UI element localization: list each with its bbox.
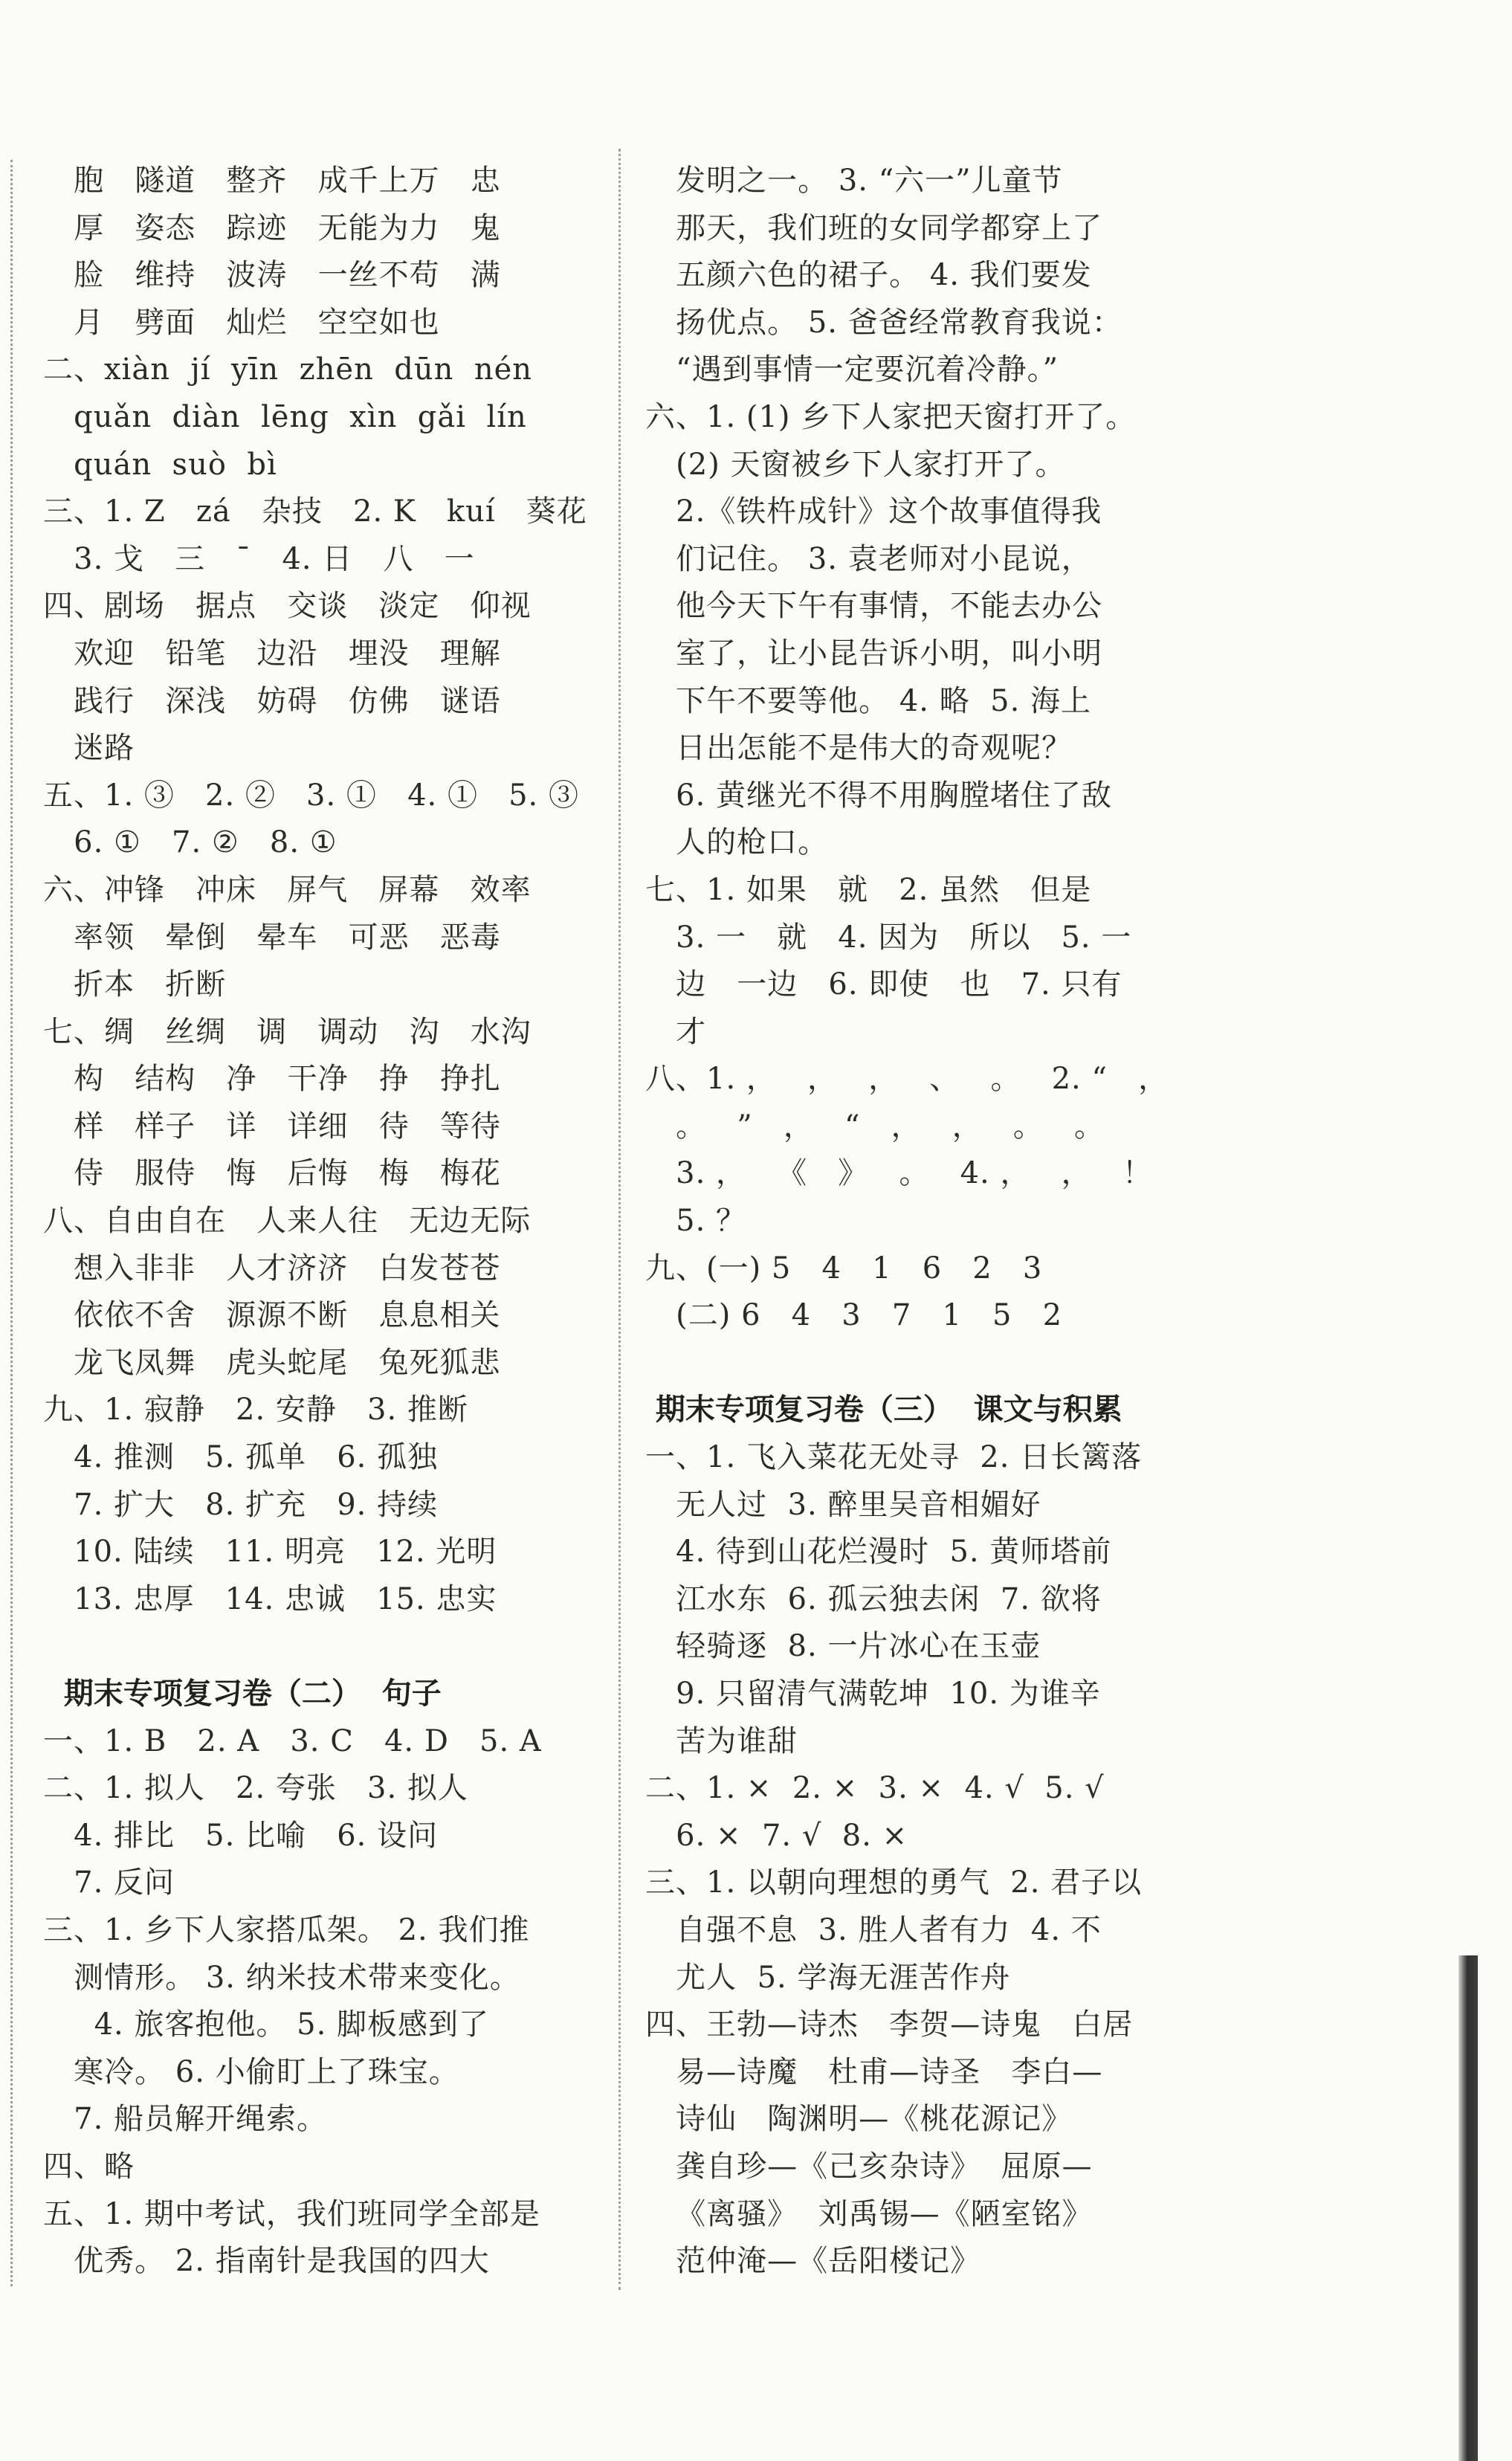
answer-line: 13. 忠厚 14. 忠诚 15. 忠实 bbox=[43, 1581, 497, 1616]
answer-line: 构 结构 净 干净 挣 挣扎 bbox=[43, 1062, 501, 1097]
answer-line: 八、1. ， ， ， 、 。 2. “ ， bbox=[645, 1062, 1169, 1097]
answer-line: “遇到事情一定要沉着冷静。” bbox=[645, 352, 1059, 387]
answer-line: 那天，我们班的女同学都穿上了 bbox=[645, 210, 1103, 245]
answer-line: 九、(一) 5 4 1 6 2 3 bbox=[645, 1251, 1043, 1286]
answer-line: 下午不要等他。 4. 略 5. 海上 bbox=[645, 683, 1092, 718]
answer-line: 室了，让小昆告诉小明，叫小明 bbox=[645, 636, 1103, 671]
section-title: 期末专项复习卷（二） 句子 bbox=[43, 1677, 442, 1711]
answer-line: 八、自由自在 人来人往 无边无际 bbox=[43, 1204, 532, 1239]
answer-line: 一、1. 飞入菜花无处寻 2. 日长篱落 bbox=[645, 1440, 1143, 1475]
answer-line: 尤人 5. 学海无涯苦作舟 bbox=[645, 1960, 1011, 1995]
answer-line: 4. 推测 5. 孤单 6. 孤独 bbox=[43, 1440, 439, 1475]
scan-edge-shadow bbox=[1458, 1955, 1478, 2461]
answer-line: 一、1. B 2. A 3. C 4. D 5. A bbox=[43, 1723, 542, 1758]
section-gap bbox=[645, 1340, 1448, 1387]
answer-line: 10. 陆续 11. 明亮 12. 光明 bbox=[43, 1535, 497, 1570]
answer-line: 龙飞凤舞 虎头蛇尾 兔死狐悲 bbox=[43, 1345, 501, 1380]
answer-line: 迷路 bbox=[43, 731, 135, 766]
answer-line: 边 一边 6. 即使 也 7. 只有 bbox=[645, 967, 1122, 1002]
answer-line: 五颜六色的裙子。 4. 我们要发 bbox=[645, 258, 1092, 293]
answer-line: 4. 旅客抱他。 5. 脚板感到了 bbox=[43, 2007, 490, 2042]
answer-line: 苦为谁甜 bbox=[645, 1723, 798, 1758]
answer-line: quán suò bì bbox=[43, 447, 277, 482]
answer-line: 易—诗魔 杜甫—诗圣 李白— bbox=[645, 2054, 1103, 2089]
answer-line: 率领 晕倒 晕车 可恶 恶毒 bbox=[43, 920, 501, 955]
answer-line: 六、1. (1) 乡下人家把天窗打开了。 bbox=[645, 399, 1137, 434]
answer-line: 样 样子 详 详细 待 等待 bbox=[43, 1109, 501, 1144]
answer-line: 才 bbox=[645, 1014, 707, 1049]
answer-line: 7. 船员解开绳索。 bbox=[43, 2102, 328, 2137]
answer-line: 厚 姿态 踪迹 无能为力 鬼 bbox=[43, 210, 501, 245]
answer-line: 自强不息 3. 胜人者有力 4. 不 bbox=[645, 1912, 1102, 1947]
answer-line: 欢迎 铅笔 边沿 埋没 理解 bbox=[43, 636, 501, 671]
answer-line: 轻骑逐 8. 一片冰心在玉壶 bbox=[645, 1629, 1041, 1664]
answer-line: 4. 排比 5. 比喻 6. 设问 bbox=[43, 1818, 439, 1853]
answer-line: 二、xiàn jí yīn zhēn dūn nén bbox=[43, 352, 533, 387]
answer-line: 2.《铁杵成针》这个故事值得我 bbox=[645, 494, 1102, 529]
answer-line: 范仲淹—《岳阳楼记》 bbox=[645, 2244, 981, 2279]
answer-line: 《离骚》 刘禹锡—《陋室铭》 bbox=[645, 2196, 1093, 2231]
left-binding-dotted-line bbox=[10, 160, 13, 2286]
answer-line: 四、剧场 据点 交谈 淡定 仰视 bbox=[43, 589, 532, 624]
answer-line: 五、1. ③ 2. ② 3. ① 4. ① 5. ③ bbox=[43, 778, 579, 813]
answer-line: 三、1. Z zá 杂技 2. K kuí 葵花 bbox=[43, 494, 587, 529]
section-title: 期末专项复习卷（三） 课文与积累 bbox=[645, 1393, 1122, 1428]
answer-line: 7. 反问 bbox=[43, 1865, 175, 1900]
answer-line: 日出怎能不是伟大的奇观呢？ bbox=[645, 731, 1073, 766]
answer-line: 6. ① 7. ② 8. ① bbox=[43, 825, 337, 860]
answer-line: 五、1. 期中考试，我们班同学全部是 bbox=[43, 2196, 540, 2231]
answer-line: 人的枪口。 bbox=[645, 825, 829, 860]
answer-line: 践行 深浅 妨碍 仿佛 谜语 bbox=[43, 683, 501, 718]
answer-line: 折本 折断 bbox=[43, 967, 227, 1002]
answer-line: 江水东 6. 孤云独去闲 7. 欲将 bbox=[645, 1581, 1102, 1616]
answer-line: 龚自珍—《己亥杂诗》 屈原— bbox=[645, 2149, 1093, 2184]
answer-line: 优秀。 2. 指南针是我国的四大 bbox=[43, 2244, 490, 2279]
answer-line: 四、略 bbox=[43, 2149, 135, 2184]
answer-line: 3. 戈 三 ˉ 4. 日 八 一 bbox=[43, 541, 475, 576]
answer-line: 六、冲锋 冲床 屏气 屏幕 效率 bbox=[43, 872, 532, 907]
answer-line: 。 ” ， “ ， ， 。 。 bbox=[645, 1109, 1105, 1144]
answer-line: 四、王勃—诗杰 李贺—诗鬼 白居 bbox=[645, 2007, 1134, 2042]
answer-line: 7. 扩大 8. 扩充 9. 持续 bbox=[43, 1487, 439, 1522]
answer-line: 二、1. 拟人 2. 夸张 3. 拟人 bbox=[43, 1771, 468, 1806]
right-column bbox=[645, 158, 1448, 2286]
answer-line: (2) 天窗被乡下人家打开了。 bbox=[645, 447, 1066, 482]
answer-line: 3. 一 就 4. 因为 所以 5. 一 bbox=[645, 920, 1132, 955]
answer-line: 无人过 3. 醉里吴音相媚好 bbox=[645, 1487, 1041, 1522]
answer-line: 9. 只留清气满乾坤 10. 为谁辛 bbox=[645, 1677, 1101, 1711]
answer-line: (二) 6 4 3 7 1 5 2 bbox=[645, 1298, 1063, 1333]
answer-line: 扬优点。 5. 爸爸经常教育我说： bbox=[645, 305, 1122, 340]
section-gap bbox=[43, 1623, 608, 1671]
answer-line: 他今天下午有事情，不能去办公 bbox=[645, 589, 1103, 624]
answer-line: 5. ？ bbox=[645, 1204, 747, 1239]
answer-line: 侍 服侍 悔 后悔 梅 梅花 bbox=[43, 1156, 501, 1191]
answer-line: 月 劈面 灿烂 空空如也 bbox=[43, 305, 440, 340]
answer-line: 们记住。 3. 袁老师对小昆说， bbox=[645, 541, 1092, 576]
answer-line: 发明之一。 3. “六一”儿童节 bbox=[645, 164, 1063, 198]
answer-line: 寒冷。 6. 小偷盯上了珠宝。 bbox=[43, 2054, 459, 2089]
answer-line: 胞 隧道 整齐 成千上万 忠 bbox=[43, 164, 501, 198]
answer-line: 依依不舍 源源不断 息息相关 bbox=[43, 1298, 501, 1333]
answer-line: 三、1. 以朝向理想的勇气 2. 君子以 bbox=[645, 1865, 1143, 1900]
answer-line: 4. 待到山花烂漫时 5. 黄师塔前 bbox=[645, 1535, 1112, 1570]
answer-line: 二、1. × 2. × 3. × 4. √ 5. √ bbox=[645, 1771, 1105, 1806]
answer-line: 脸 维持 波涛 一丝不苟 满 bbox=[43, 258, 501, 293]
answer-line: 七、1. 如果 就 2. 虽然 但是 bbox=[645, 872, 1092, 907]
answer-line: quǎn diàn lēng xìn gǎi lín bbox=[43, 399, 527, 434]
answer-line: 三、1. 乡下人家搭瓜架。 2. 我们推 bbox=[43, 1912, 530, 1947]
answer-line: 6. 黄继光不得不用胸膛堵住了敌 bbox=[645, 778, 1113, 813]
answer-line: 6. × 7. √ 8. × bbox=[645, 1818, 908, 1853]
answer-line: 七、绸 丝绸 调 调动 沟 水沟 bbox=[43, 1014, 532, 1049]
answer-line: 九、1. 寂静 2. 安静 3. 推断 bbox=[43, 1393, 468, 1428]
answer-line: 想入非非 人才济济 白发苍苍 bbox=[43, 1251, 501, 1286]
answer-line: 测情形。 3. 纳米技术带来变化。 bbox=[43, 1960, 520, 1995]
left-column bbox=[43, 158, 608, 2286]
column-divider-dotted-line bbox=[618, 149, 621, 2290]
answer-line: 3. ， 《 》 。 4. ， ， ！ bbox=[645, 1156, 1153, 1191]
answer-line: 诗仙 陶渊明—《桃花源记》 bbox=[645, 2102, 1073, 2137]
